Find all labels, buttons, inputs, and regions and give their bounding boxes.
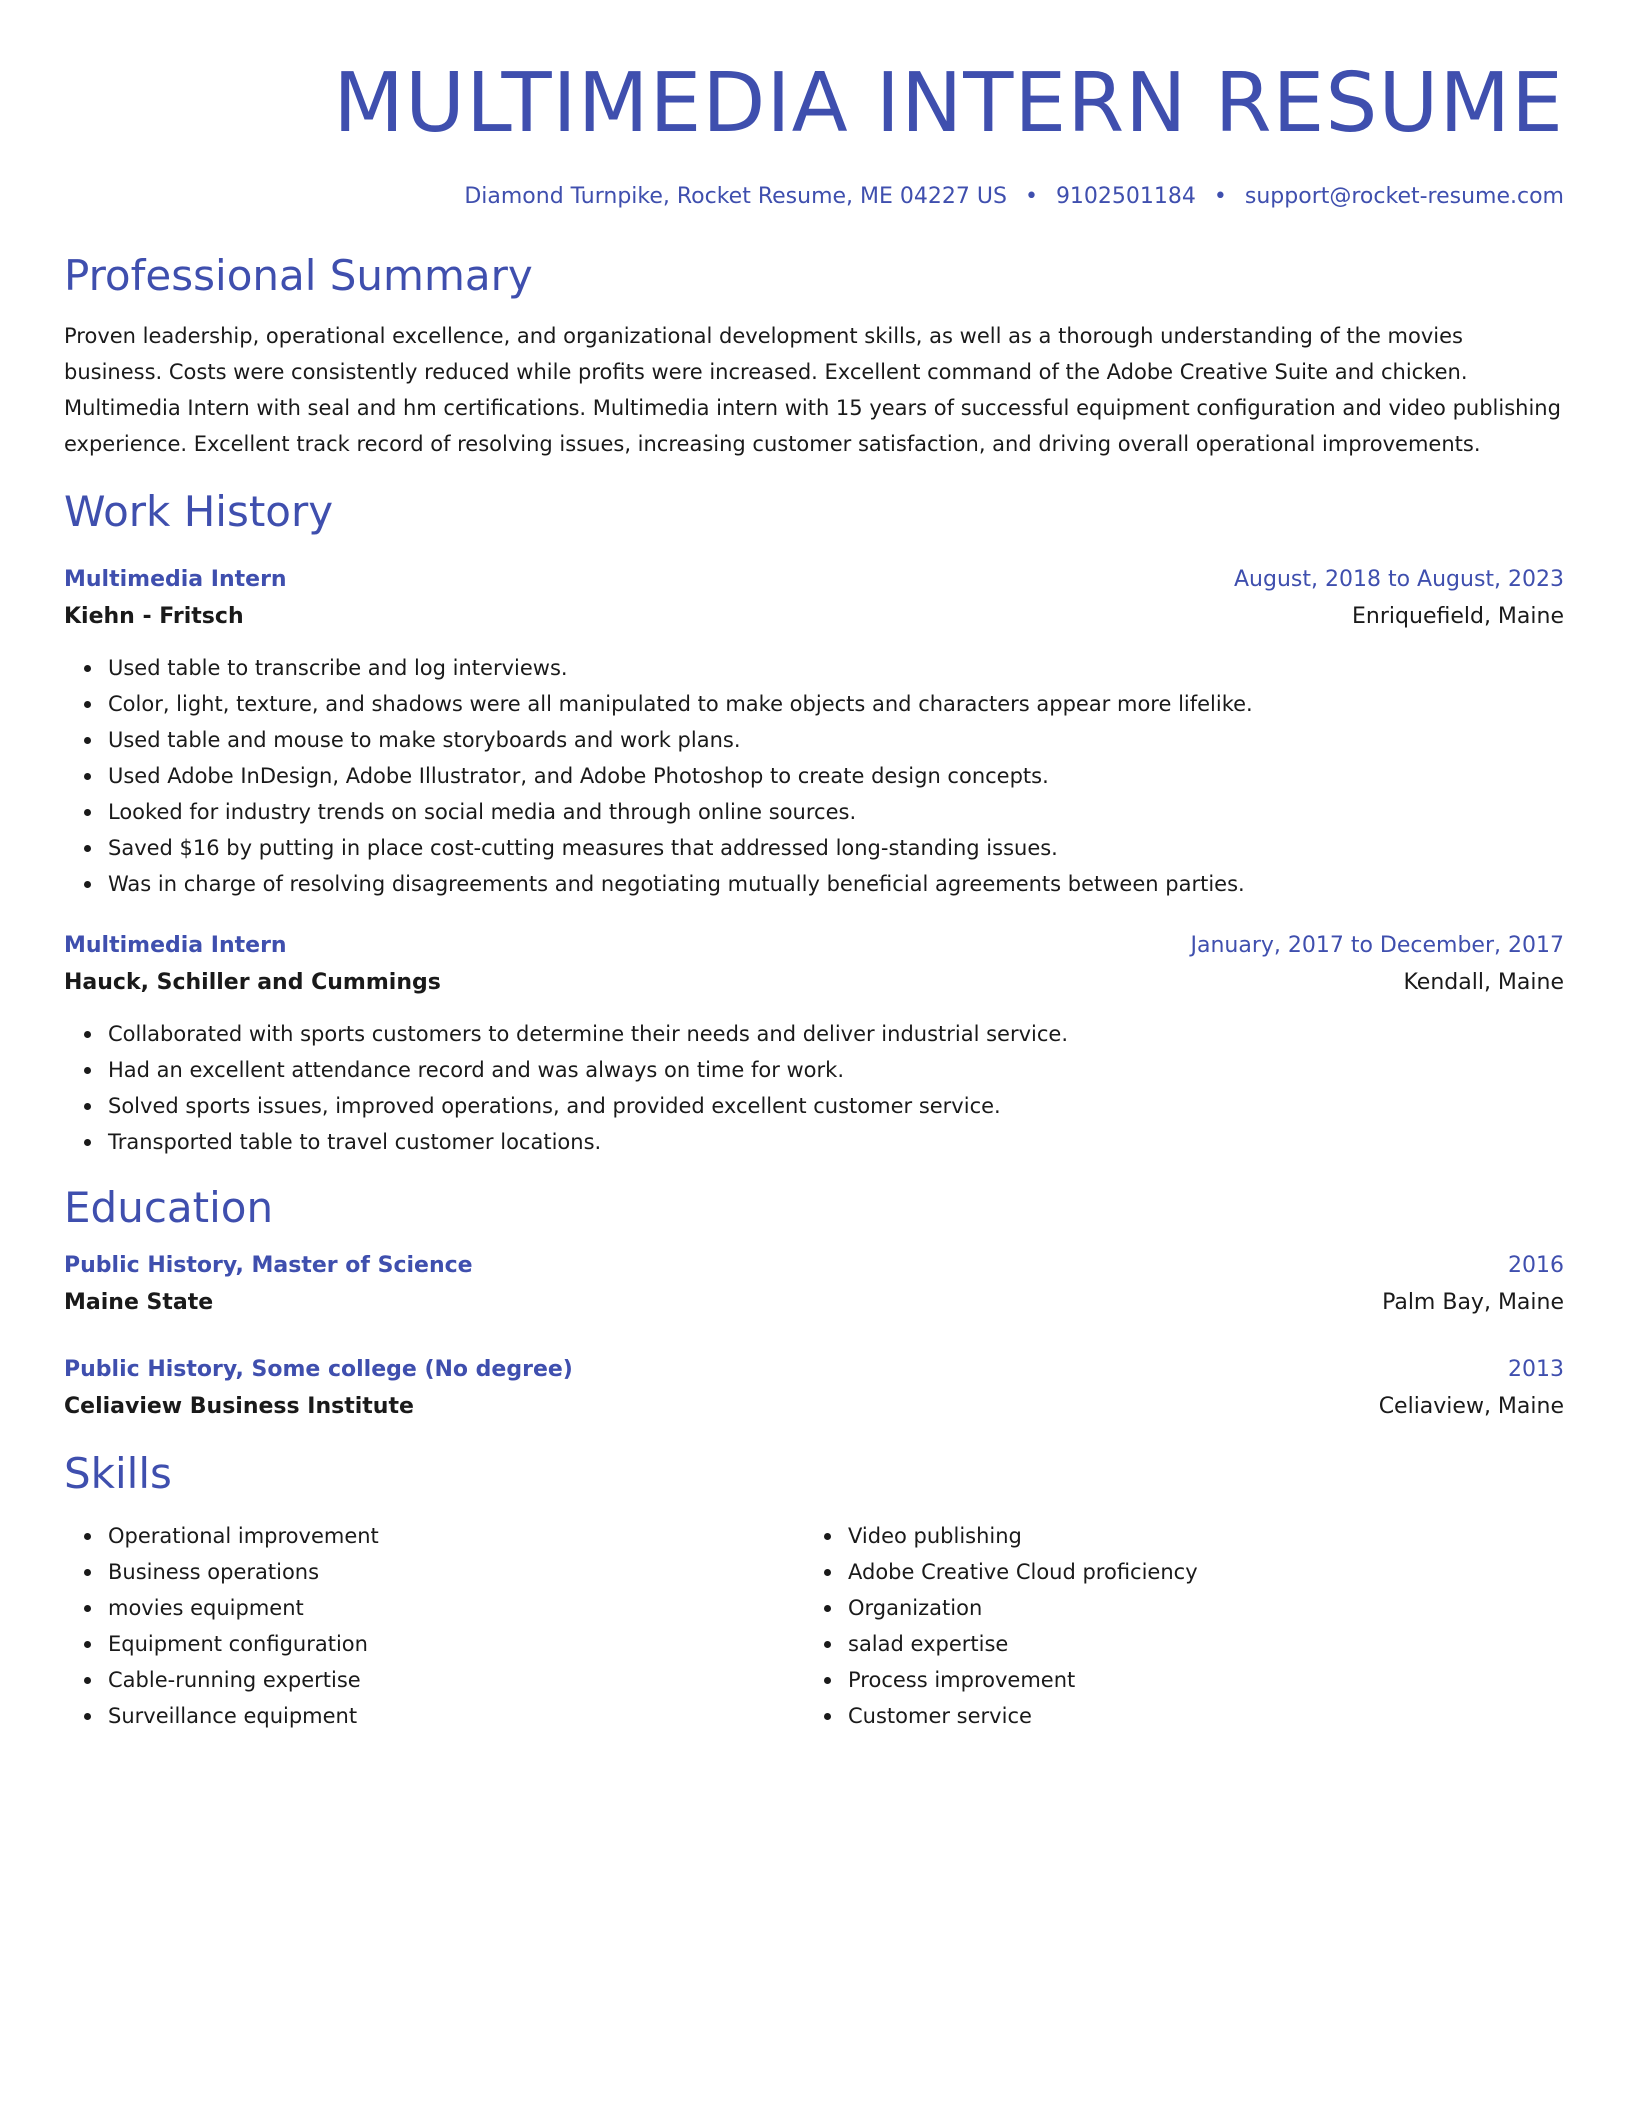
skills-heading: Skills [64, 1449, 172, 1498]
skill-item: Business operations [108, 1554, 804, 1590]
skill-item: salad expertise [848, 1626, 1544, 1662]
job-bullet: Collaborated with sports customers to determine their needs and deliver industrial service. [108, 1016, 1564, 1052]
job-company-row [64, 964, 1564, 1002]
education-school-row [64, 1284, 1564, 1322]
skill-item: Operational improvement [108, 1518, 804, 1554]
education-year: 2013 [1508, 1357, 1564, 1382]
job-bullet: Used Adobe InDesign, Adobe Illustrator, and Adobe Photoshop to create design concepts. [108, 758, 1564, 794]
job-company-row [64, 598, 1564, 636]
education-year: 2016 [1508, 1253, 1564, 1278]
education-header-row [64, 1352, 1564, 1388]
contact-line [64, 182, 1564, 212]
job-title: Multimedia Intern [64, 933, 287, 958]
job-bullet: Had an excellent attendance record and was always on time for work. [108, 1052, 1564, 1088]
job-dates: August, 2018 to August, 2023 [1234, 567, 1564, 592]
education-location: Palm Bay, Maine [1382, 1290, 1564, 1315]
job-bullet: Used table and mouse to make storyboards and work plans. [108, 722, 1564, 758]
education-degree: Public History, Some college (No degree) [64, 1357, 573, 1382]
skill-item: Surveillance equipment [108, 1698, 804, 1734]
resume-page [64, 0, 1564, 1734]
education-header-row [64, 1248, 1564, 1284]
job-entry [64, 928, 1564, 1160]
job-bullet: Used table to transcribe and log interviews. [108, 650, 1564, 686]
skill-item: Video publishing [848, 1518, 1544, 1554]
contact-email: support@rocket-resume.com [1244, 184, 1564, 209]
contact-separator: • [1213, 184, 1227, 209]
job-bullet: Looked for industry trends on social media and through online sources. [108, 794, 1564, 830]
summary-text: Proven leadership, operational excellence, and organizational development skills, as well as a thorough understanding of the movies business. Costs were consistently reduced while profits were increased. Excellent command of the Adobe Creative Suite and chicken. Multimedia Intern with seal and hm certifications. Multimedia intern with 15 years of successful equipment configuration and video publishing experience. Excellent track record of resolving issues, increasing customer satisfaction, and driving overall operational improvements. [64, 324, 1561, 456]
job-header-row [64, 562, 1564, 598]
skills-column-right [804, 1504, 1544, 1734]
job-bullet: Solved sports issues, improved operations, and provided excellent customer service. [108, 1088, 1564, 1124]
job-bullet: Was in charge of resolving disagreements and negotiating mutually beneficial agreements between parties. [108, 866, 1564, 902]
contact-phone: 9102501184 [1055, 184, 1196, 209]
job-location: Kendall, Maine [1403, 970, 1564, 995]
education-location: Celiaview, Maine [1378, 1394, 1564, 1419]
job-bullets [64, 1016, 1564, 1160]
skill-item: Equipment configuration [108, 1626, 804, 1662]
skill-item: movies equipment [108, 1590, 804, 1626]
contact-address: Diamond Turnpike, Rocket Resume, ME 04227 US [464, 184, 1007, 209]
education-school-row [64, 1388, 1564, 1426]
skill-item: Adobe Creative Cloud proficiency [848, 1554, 1544, 1590]
skill-item: Cable-running expertise [108, 1662, 804, 1698]
job-dates: January, 2017 to December, 2017 [1190, 933, 1564, 958]
job-bullet: Transported table to travel customer locations. [108, 1124, 1564, 1160]
skill-item: Customer service [848, 1698, 1544, 1734]
education-entry [64, 1352, 1564, 1426]
job-company: Hauck, Schiller and Cummings [64, 970, 441, 995]
education-entry [64, 1248, 1564, 1322]
education-school: Maine State [64, 1290, 214, 1315]
skills-list [804, 1518, 1544, 1734]
education-degree: Public History, Master of Science [64, 1253, 473, 1278]
skills-columns [64, 1504, 1564, 1734]
contact-separator: • [1024, 184, 1038, 209]
job-bullets [64, 650, 1564, 902]
job-header-row [64, 928, 1564, 964]
job-company: Kiehn - Fritsch [64, 604, 244, 629]
skills-list [64, 1518, 804, 1734]
job-location: Enriquefield, Maine [1352, 604, 1564, 629]
summary-heading: Professional Summary [64, 251, 533, 300]
job-bullet: Saved $16 by putting in place cost-cutting measures that addressed long-standing issues. [108, 830, 1564, 866]
job-entry [64, 562, 1564, 902]
job-title: Multimedia Intern [64, 567, 287, 592]
resume-title: MULTIMEDIA INTERN RESUME [333, 56, 1564, 151]
education-heading: Education [64, 1183, 274, 1232]
education-school: Celiaview Business Institute [64, 1394, 414, 1419]
skill-item: Process improvement [848, 1662, 1544, 1698]
job-bullet: Color, light, texture, and shadows were all manipulated to make objects and characters appear more lifelike. [108, 686, 1564, 722]
skills-column-left [64, 1504, 804, 1734]
work-history-heading: Work History [64, 487, 334, 536]
skill-item: Organization [848, 1590, 1544, 1626]
